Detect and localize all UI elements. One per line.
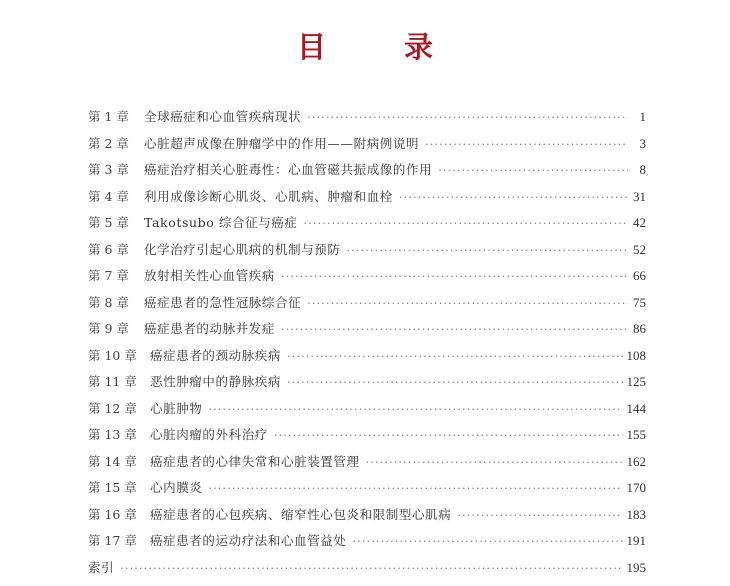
chapter-title: 心内膜炎 bbox=[150, 480, 203, 495]
dot-leader bbox=[425, 135, 628, 155]
chapter-title: 心脏超声成像在肿瘤学中的作用——附病例说明 bbox=[144, 135, 420, 151]
dot-leader bbox=[304, 214, 628, 234]
chapter-number: 第 17 章 bbox=[88, 533, 137, 548]
toc-entry[interactable] bbox=[88, 346, 646, 373]
chapter-title: 癌症治疗相关心脏毒性：心血管磁共振成像的作用 bbox=[144, 162, 433, 177]
dot-leader bbox=[438, 161, 628, 181]
dot-leader bbox=[347, 241, 628, 261]
index-title: 索引 bbox=[88, 559, 115, 575]
page-number: 125 bbox=[626, 374, 646, 389]
toc-entry[interactable] bbox=[88, 160, 646, 187]
toc-entry[interactable] bbox=[88, 452, 646, 479]
toc-entry[interactable] bbox=[88, 213, 646, 240]
chapter-number: 第 1 章 bbox=[88, 109, 129, 124]
chapter-title: 癌症患者的运动疗法和心血管益处 bbox=[150, 533, 347, 548]
dot-leader bbox=[287, 347, 622, 367]
page-number: 75 bbox=[633, 294, 646, 310]
dot-leader bbox=[208, 400, 622, 420]
chapter-title: 化学治疗引起心肌病的机制与预防 bbox=[144, 241, 341, 257]
page-number: 31 bbox=[633, 188, 646, 204]
page-number: 144 bbox=[626, 400, 646, 416]
chapter-title: 癌症患者的颈动脉疾病 bbox=[150, 347, 282, 363]
toc-entry[interactable] bbox=[88, 399, 646, 426]
chapter-number: 第 9 章 bbox=[88, 321, 129, 336]
chapter-title: 心脏肿物 bbox=[150, 400, 203, 416]
toc-entry[interactable] bbox=[88, 505, 646, 532]
dot-leader bbox=[353, 532, 623, 552]
chapter-number: 第 11 章 bbox=[88, 374, 137, 389]
page-number: 1 bbox=[639, 109, 646, 124]
page-number: 183 bbox=[626, 506, 646, 522]
page-number: 42 bbox=[633, 215, 646, 230]
page-number: 52 bbox=[633, 241, 646, 257]
toc-entry[interactable] bbox=[88, 266, 646, 293]
chapter-number: 第 6 章 bbox=[88, 241, 129, 257]
chapter-title: 全球癌症和心血管疾病现状 bbox=[144, 109, 302, 124]
toc-entry[interactable] bbox=[88, 319, 646, 346]
toc-entry[interactable] bbox=[88, 240, 646, 267]
dot-leader bbox=[457, 506, 622, 526]
page-number: 155 bbox=[626, 427, 646, 442]
dot-leader bbox=[307, 294, 628, 314]
chapter-title: 利用成像诊断心肌炎、心肌病、肿瘤和血栓 bbox=[144, 188, 393, 204]
dot-leader bbox=[307, 108, 628, 128]
dot-leader bbox=[281, 267, 628, 287]
toc-entry[interactable] bbox=[88, 134, 646, 161]
chapter-title: 癌症患者的急性冠脉综合征 bbox=[144, 294, 302, 310]
page-number: 162 bbox=[626, 453, 646, 469]
chapter-number: 第 12 章 bbox=[88, 400, 137, 416]
chapter-title: 心脏肉瘤的外科治疗 bbox=[150, 427, 268, 442]
page-number: 108 bbox=[626, 347, 646, 363]
toc-entry[interactable] bbox=[88, 293, 646, 320]
chapter-title: 放射相关性心血管疾病 bbox=[144, 268, 276, 283]
chapter-title: 恶性肿瘤中的静脉疾病 bbox=[150, 374, 282, 389]
chapter-title: 癌症患者的心律失常和心脏装置管理 bbox=[150, 453, 360, 469]
page-number: 86 bbox=[633, 321, 646, 336]
dot-leader bbox=[399, 188, 628, 208]
chapter-title: Takotsubo 综合征与癌症 bbox=[144, 215, 298, 230]
page-number: 170 bbox=[626, 480, 646, 495]
page-number: 8 bbox=[639, 162, 646, 177]
chapter-number: 第 4 章 bbox=[88, 188, 129, 204]
chapter-number: 第 5 章 bbox=[88, 215, 129, 230]
toc-entry[interactable] bbox=[88, 425, 646, 452]
chapter-title: 癌症患者的动脉并发症 bbox=[144, 321, 276, 336]
dot-leader bbox=[120, 559, 622, 579]
dot-leader bbox=[287, 373, 622, 393]
table-of-contents bbox=[88, 107, 646, 584]
dot-leader bbox=[366, 453, 623, 473]
chapter-number: 第 14 章 bbox=[88, 453, 137, 469]
toc-entry[interactable] bbox=[88, 372, 646, 399]
page-number: 195 bbox=[626, 559, 646, 575]
dot-leader bbox=[281, 320, 628, 340]
toc-entry[interactable] bbox=[88, 187, 646, 214]
chapter-number: 第 7 章 bbox=[88, 268, 129, 283]
dot-leader bbox=[274, 426, 623, 446]
page-number: 3 bbox=[639, 135, 646, 151]
page-number: 66 bbox=[633, 268, 646, 283]
chapter-number: 第 15 章 bbox=[88, 480, 137, 495]
page-number: 191 bbox=[626, 533, 646, 548]
chapter-number: 第 2 章 bbox=[88, 135, 129, 151]
toc-entry-index[interactable] bbox=[88, 558, 646, 585]
page-title: 目 录 bbox=[296, 30, 468, 64]
toc-entry[interactable] bbox=[88, 531, 646, 558]
dot-leader bbox=[208, 479, 622, 499]
chapter-title: 癌症患者的心包疾病、缩窄性心包炎和限制型心肌病 bbox=[150, 506, 452, 522]
chapter-number: 第 10 章 bbox=[88, 347, 137, 363]
chapter-number: 第 16 章 bbox=[88, 506, 137, 522]
chapter-number: 第 8 章 bbox=[88, 294, 129, 310]
toc-entry[interactable] bbox=[88, 107, 646, 134]
chapter-number: 第 13 章 bbox=[88, 427, 137, 442]
toc-entry[interactable] bbox=[88, 478, 646, 505]
chapter-number: 第 3 章 bbox=[88, 162, 129, 177]
